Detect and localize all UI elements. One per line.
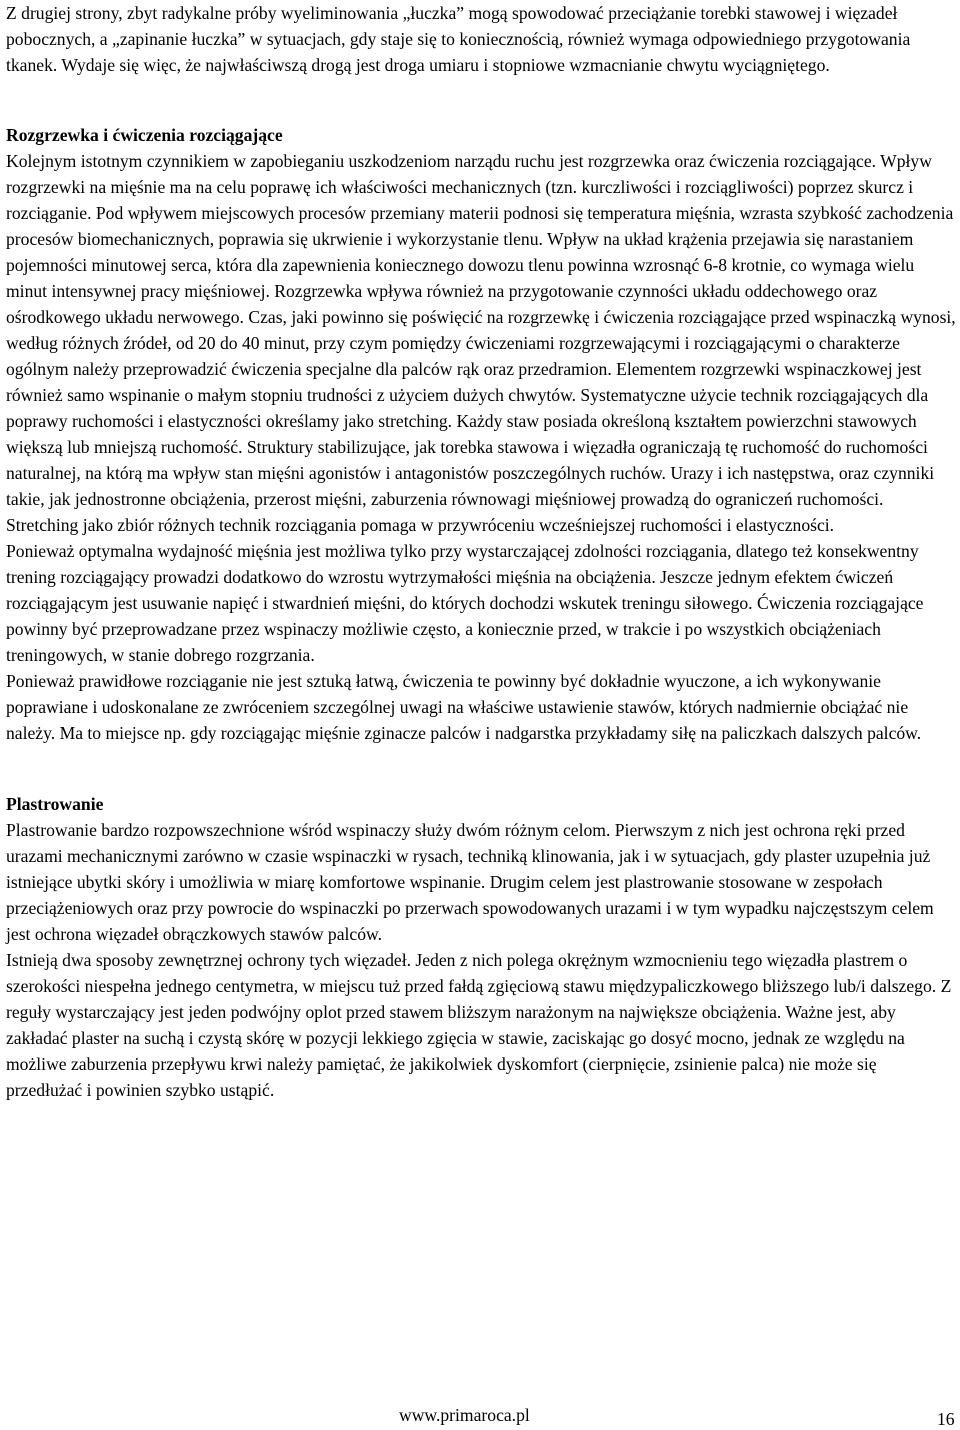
- section-taping: [6, 791, 956, 1103]
- body-paragraph: Ponieważ optymalna wydajność mięśnia jest możliwa tylko przy wystarczającej zdolności rozciągania, dlatego też konsekwentny trening rozciągający prowadzi dodatkowo do wzrostu wytrzymałości mięśnia na obciążenia. Jeszcze jednym efektem ćwiczeń rozciągającym jest usuwanie napięć i stwardnień mięśni, do których dochodzi wskutek treningu siłowego. Ćwiczenia rozciągające powinny być przeprowadzane przez wspinaczy możliwie często, a koniecznie przed, w trakcie i po wszystkich obciążeniach treningowych, w stanie dobrego rozgrzania.: [6, 541, 924, 665]
- section-spacer: [6, 78, 956, 122]
- section-spacer: [6, 746, 956, 791]
- body-paragraph: Ponieważ prawidłowe rozciąganie nie jest sztuką łatwą, ćwiczenia te powinny być dokładnie wyuczone, a ich wykonywanie poprawiane i udoskonalane ze zwróceniem szczególnej uwagi na właściwe ustawienie stawów, których nadmiernie obciążać nie należy. Ma to miejsce np. gdy rozciągając mięśnie zginacze palców i nadgarstka przykładamy siłę na paliczkach dalszych palców.: [6, 671, 922, 743]
- body-paragraph: Istnieją dwa sposoby zewnętrznej ochrony tych więzadeł. Jeden z nich polega okrężnym wzmocnieniu tego więzadła plastrem o szerokości niespełna jednego centymetra, w miejscu tuż przed fałdą zgięciową stawu międzypaliczkowego bliższego lub/i dalszego. Z reguły wystarczający jest jeden podwójny oplot przed stawem bliższym narażonym na największe obciążenia. Ważne jest, aby zakładać plaster na suchą i czystą skórę w pozycji lekkiego zgięcia w stawie, zaciskając go dosyć mocno, jednak ze względu na możliwe zaburzenia przepływu krwi należy pamiętać, że jakikolwiek dyskomfort (cierpnięcie, zsinienie palca) nie może się przedłużać i powinien szybko ustąpić.: [6, 950, 952, 1100]
- page-number: 16: [937, 1409, 955, 1429]
- body-paragraph: Kolejnym istotnym czynnikiem w zapobieganiu uszkodzeniom narządu ruchu jest rozgrzewka oraz ćwiczenia rozciągające. Wpływ rozgrzewki na mięśnie ma na celu poprawę ich właściwości mechanicznych (tzn. kurczliwości i rozciągliwości) poprzez skurcz i rozciąganie. Pod wpływem miejscowych procesów przemiany materii podnosi się temperatura mięśnia, wzrasta szybkość zachodzenia procesów biomechanicznych, poprawia się ukrwienie i wykorzystanie tlenu. Wpływ na układ krążenia przejawia się narastaniem pojemności minutowej serca, która dla zapewnienia koniecznego dowozu tlenu powinna wzrosnąć 6-8 krotnie, co wymaga wielu minut intensywnej pracy mięśniowej. Rozgrzewka wpływa również na przygotowanie czynności układu oddechowego oraz ośrodkowego układu nerwowego. Czas, jaki powinno się poświęcić na rozgrzewkę i ćwiczenia rozciągające przed wspinaczką wynosi, według różnych źródeł, od 20 do 40 minut, przy czym pomiędzy ćwiczeniami rozgrzewającymi i rozciągającymi o charakterze ogólnym należy przeprowadzić ćwiczenia specjalne dla palców rąk oraz przedramion. Elementem rozgrzewki wspinaczkowej jest również samo wspinanie o małym stopniu trudności z użyciem dużych chwytów. Systematyczne użycie technik rozciągających dla poprawy ruchomości i elastyczności określamy jako stretching. Każdy staw posiada określoną kształtem powierzchni stawowych większą lub mniejszą ruchomość. Struktury stabilizujące, jak torebka stawowa i więzadła ograniczają tę ruchomość do ruchomości naturalnej, na którą ma wpływ stan mięśni agonistów i antagonistów poszczególnych ruchów. Urazy i ich następstwa, oraz czynniki takie, jak jednostronne obciążenia, przerost mięśni, zaburzenia równowagi mięśniowej prowadzą do ograniczeń ruchomości. Stretching jako zbiór różnych technik rozciągania pomaga w przywróceniu wcześniejszej ruchomości i elastyczności.: [6, 151, 956, 535]
- section-warmup: [6, 122, 956, 746]
- section-heading: Rozgrzewka i ćwiczenia rozciągające: [6, 125, 283, 145]
- document-page: [6, 0, 956, 1103]
- body-paragraph: Plastrowanie bardzo rozpowszechnione wśród wspinaczy służy dwóm różnym celom. Pierwszym z nich jest ochrona ręki przed urazami mechanicznymi zarówno w czasie wspinaczki w rysach, techniką klinowania, jak i w sytuacjach, gdy plaster uzupełnia już istniejące ubytki skóry i umożliwia w miarę komfortowe wspinanie. Drugim celem jest plastrowanie stosowane w zespołach przeciążeniowych oraz przy powrocie do wspinaczki po przerwach spowodowanych urazami i w tym wypadku najczęstszym celem jest ochrona więzadeł obrączkowych stawów palców.: [6, 820, 934, 944]
- section-heading: Plastrowanie: [6, 794, 104, 814]
- footer-website[interactable]: www.primaroca.pl: [399, 1405, 530, 1425]
- intro-paragraph: Z drugiej strony, zbyt radykalne próby wyeliminowania „łuczka” mogą spowodować przeciążanie torebki stawowej i więzadeł pobocznych, a „zapinanie łuczka” w sytuacjach, gdy staje się to koniecznością, również wymaga odpowiedniego przygotowania tkanek. Wydaje się więc, że najwłaściwszą drogą jest droga umiaru i stopniowe wzmacnianie chwytu wyciągniętego.: [6, 3, 911, 75]
